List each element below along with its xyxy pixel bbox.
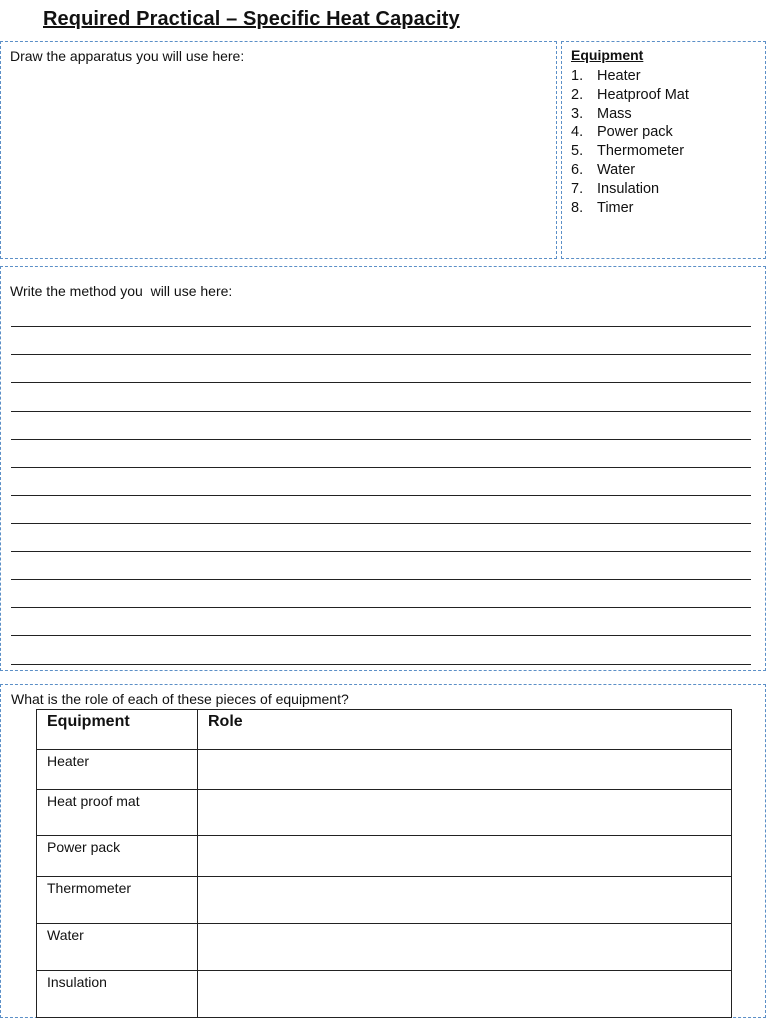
role-cell[interactable] (198, 877, 732, 924)
writing-line[interactable] (11, 607, 751, 608)
writing-line[interactable] (11, 635, 751, 636)
equipment-list-item (571, 67, 689, 86)
list-number: 1. (571, 68, 584, 84)
table-row (37, 836, 732, 877)
list-number: 4. (571, 124, 584, 141)
equipment-list-item (571, 105, 689, 124)
apparatus-drawing-area[interactable] (0, 41, 557, 259)
table-row (37, 971, 732, 1018)
list-number: 5. (571, 143, 584, 160)
list-number: 3. (571, 105, 584, 122)
equipment-list-item (571, 180, 689, 199)
equipment-label: Water (597, 161, 636, 178)
equipment-list (571, 67, 689, 217)
role-cell[interactable] (198, 971, 732, 1018)
equipment-label: Heater (597, 68, 641, 84)
apparatus-prompt: Draw the apparatus you will use here: (10, 48, 245, 64)
table-row (37, 924, 732, 971)
equipment-label: Power pack (597, 124, 673, 141)
equipment-list-panel (561, 41, 766, 259)
writing-line[interactable] (11, 495, 751, 496)
role-prompt: What is the role of each of these pieces of equipment? (11, 691, 349, 707)
equipment-role-table (36, 709, 732, 1018)
page-title: Required Practical – Specific Heat Capacity (43, 8, 460, 30)
writing-line[interactable] (11, 664, 751, 665)
writing-line[interactable] (11, 523, 751, 524)
equipment-label: Thermometer (597, 143, 685, 160)
list-number: 6. (571, 161, 584, 178)
writing-line[interactable] (11, 382, 751, 383)
equipment-list-item (571, 199, 689, 218)
role-cell[interactable] (198, 750, 732, 790)
equipment-label: Insulation (597, 180, 660, 197)
equipment-list-item (571, 123, 689, 142)
equipment-list-item (571, 161, 689, 180)
equipment-cell: Insulation (37, 971, 198, 1018)
writing-line[interactable] (11, 354, 751, 355)
equipment-cell: Water (37, 924, 198, 971)
equipment-cell: Thermometer (37, 877, 198, 924)
equipment-cell: Heat proof mat (37, 790, 198, 836)
equipment-label: Heatproof Mat (597, 86, 689, 103)
method-prompt: Write the method you will use here: (10, 283, 233, 299)
writing-line[interactable] (11, 551, 751, 552)
equipment-list-item (571, 142, 689, 161)
writing-line[interactable] (11, 326, 751, 327)
equipment-column-header: Equipment (37, 710, 198, 750)
role-column-header: Role (198, 710, 732, 750)
table-row (37, 790, 732, 836)
equipment-label: Timer (597, 199, 634, 216)
table-header-row (37, 710, 732, 750)
writing-line[interactable] (11, 411, 751, 412)
method-writing-area[interactable] (0, 266, 766, 671)
writing-line[interactable] (11, 579, 751, 580)
role-cell[interactable] (198, 836, 732, 877)
table-row (37, 750, 732, 790)
writing-line[interactable] (11, 439, 751, 440)
equipment-cell: Heater (37, 750, 198, 790)
equipment-cell: Power pack (37, 836, 198, 877)
equipment-heading: Equipment (571, 47, 644, 63)
role-cell[interactable] (198, 790, 732, 836)
list-number: 7. (571, 180, 584, 197)
writing-line[interactable] (11, 467, 751, 468)
list-number: 2. (571, 86, 584, 103)
role-cell[interactable] (198, 924, 732, 971)
equipment-label: Mass (597, 105, 632, 122)
table-row (37, 877, 732, 924)
equipment-list-item (571, 86, 689, 105)
list-number: 8. (571, 199, 584, 216)
